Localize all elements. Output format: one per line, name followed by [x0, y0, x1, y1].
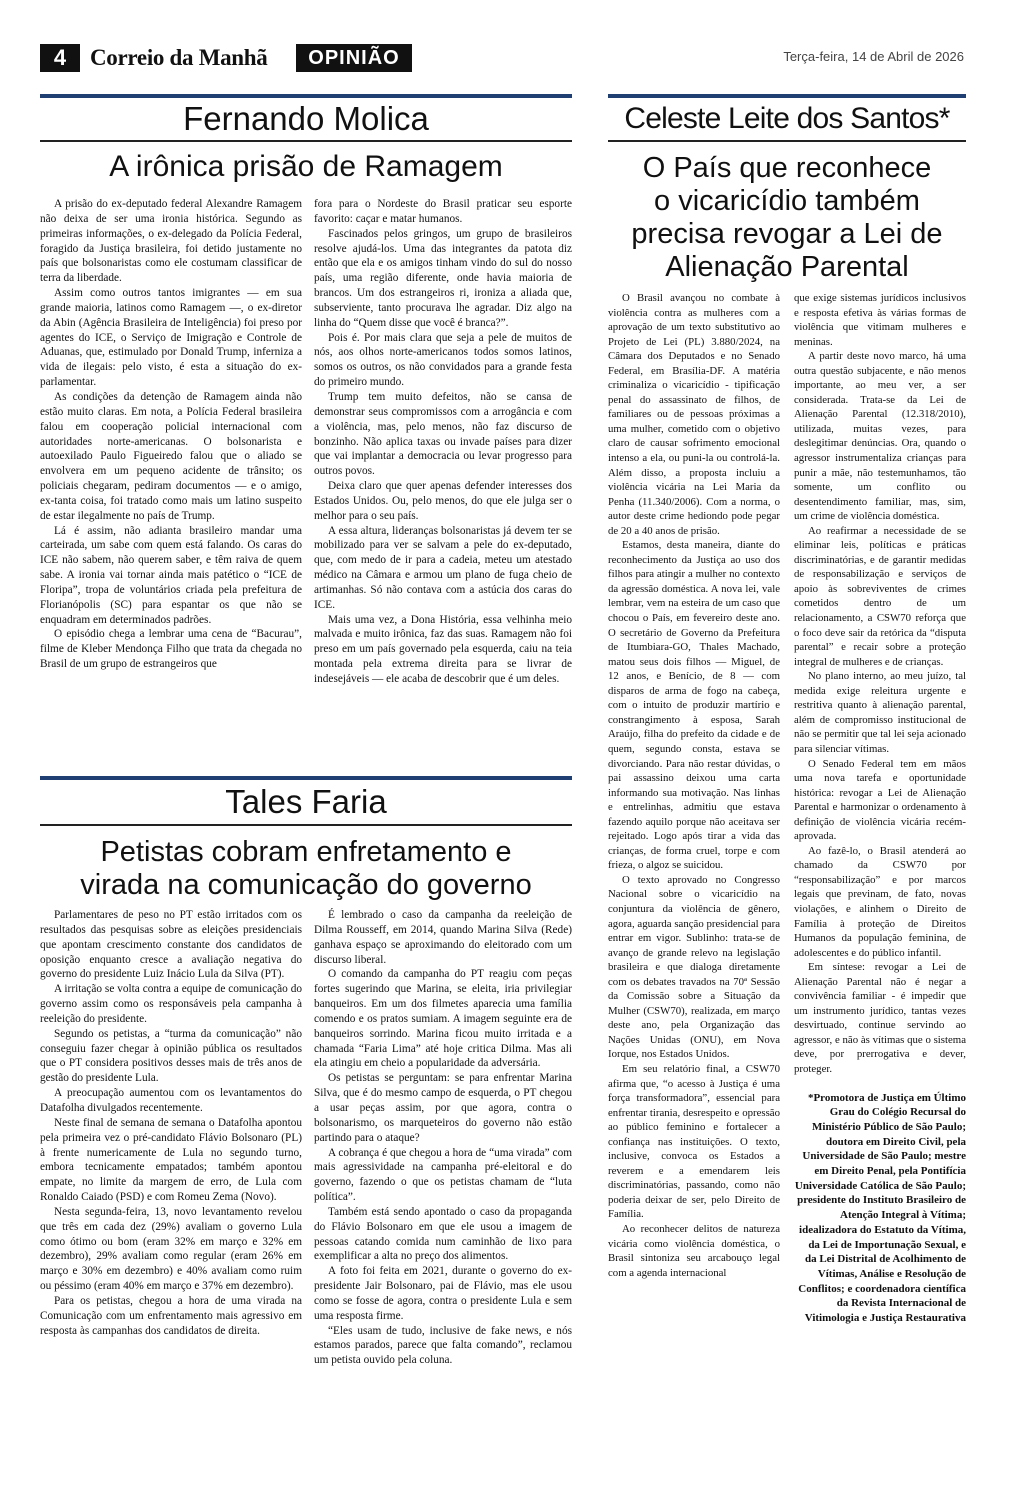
paragraph: Ao reconhecer delitos de natureza vicária como violência doméstica, o Brasil sintoniza seu arcabouço legal com a agenda internacional — [608, 1223, 780, 1279]
paragraph: As condições da detenção de Ramagem ainda não estão muito claras. Em nota, a Polícia Federal brasileira falou em cooperação policial internacional com autoridades norte-americanas. O bolsonarista e autoexilado Paulo Figueiredo falou que o aliado se envolvera em um pequeno acidente de trânsito; os policiais chegaram, pediram documentos — e o amigo, ex-tanta coisa, foi tratado como mais um latino suspeito de estar ilegalmente no país de Trump. — [40, 390, 302, 522]
article3-divider — [608, 140, 966, 142]
article1-top-rule — [40, 94, 572, 98]
paragraph: Mais uma vez, a Dona História, essa velhinha meio malvada e muito irônica, faz das suas. Ramagem não foi preso em um país governado pela esquerda, caiu na teia montada pela extrema direita para se livrar de indesejáveis — ele acaba de descobrir que é um deles. — [314, 613, 572, 685]
headline-line: Petistas cobram enfretamento e — [100, 836, 512, 868]
paragraph: Ao fazê-lo, o Brasil atenderá ao chamado da CSW70 por “responsabilização” e por marcos legais que previnam, de fato, novas violações, e alinhem o Direito de Família à proteção de Direitos Humanos da população feminina, de adolescentes e do público infantil. — [794, 844, 966, 959]
newspaper-name: Correio da Manhã — [90, 45, 268, 70]
paragraph: O Brasil avançou no combate à violência contra as mulheres com a aprovação de um texto substitutivo ao Projeto de Lei (PL) 3.880/2024, na Câmara dos Deputados e no Senado Federal, em Brasília-DF. A matéria criminaliza o vicaricídio - tipificação penal do assassinato de filhos, de familiares ou de pessoas próximas a uma mulher, cometido com o objetivo claro de causar sofrimento emocional intenso a ela, ou puni-la ou controlá-la. Além disso, a proposta incluiu a violência vicária na Lei Maria da Penha (11.340/2006). Com a norma, o autor deste crime hediondo pode pegar de 20 a 40 anos de prisão. — [608, 292, 780, 537]
paragraph: fora para o Nordeste do Brasil praticar seu esporte favorito: caçar e matar humanos. — [314, 198, 572, 225]
page-number: 4 — [40, 44, 80, 72]
paragraph: Fascinados pelos gringos, um grupo de brasileiros resolve ajudá-los. Uma das integrantes da patota diz então que ela e os amigos tinham vindo do sul do nosso país, uma região diferente, onde havia maioria de brancos. Um dos estrangeiros ri, ironiza a aliada que, subserviente, tanto procurava lhe agradar. Diz algo na linha do “Quem disse que você é branca?”. — [314, 227, 572, 329]
article3-headline — [600, 152, 974, 284]
paragraph: É lembrado o caso da campanha da reeleição de Dilma Rousseff, em 2014, quando Marina Silva (Rede) ganhava espaço se aproximando do eleitorado com um discurso liberal. — [314, 909, 572, 966]
paragraph: A cobrança é que chegou a hora de “uma virada” com mais agressividade na campanha pré-eleitoral e do governo, fazendo o que os petistas chamam de “luta política”. — [314, 1146, 572, 1204]
paragraph: Em seu relatório final, a CSW70 afirma que, “o acesso à Justiça é uma força transformadora”, essencial para enfrentar tirania, desrespeito e opressão ao público feminino e fortalecer a confiança nas instituições. O texto, inclusive, convoca os Estados a reverem e a emendarem leis discriminatórias, passando, como não poderia deixar de ser, pelo Direito de Família. — [608, 1062, 780, 1221]
article2-column-1 — [40, 908, 302, 1448]
article1-divider — [40, 140, 572, 142]
paragraph: Pois é. Por mais clara que seja a pele de muitos de nós, aos olhos norte-americanos todos somos latinos, somos os outros, os não convidados para a grande festa do primeiro mundo. — [314, 331, 572, 389]
article3-column-2 — [794, 291, 966, 1448]
headline-line: precisa revogar a Lei de — [631, 218, 943, 250]
article3-top-rule — [608, 94, 966, 98]
paragraph: A partir deste novo marco, há uma outra questão subjacente, e não menos importante, ao meu ver, a ser considerada. Trata-se da Lei de Alienação Parental (12.318/2010), utilizada, muitas vezes, para deslegitimar denúncias. Ora, quando o agressor instrumentaliza crianças para punir a mãe, não testemunhamos, tão somente, um conflito ou desentendimento familiar, mas, sim, um crime de violência doméstica. — [794, 350, 966, 523]
issue-date: Terça-feira, 14 de Abril de 2026 — [783, 49, 964, 64]
paragraph: O episódio chega a lembrar uma cena de “Bacurau”, filme de Kleber Mendonça Filho que trata da chegada no Brasil de um grupo de estrangeiros que — [40, 628, 302, 671]
paragraph: “Eles usam de tudo, inclusive de fake news, e nós estamos parados, parece que falta comando”, reclamou um petista ouvido pela coluna. — [314, 1324, 572, 1367]
paragraph: Trump tem muito defeitos, não se cansa de demonstrar seus compromissos com a arrogância e com a violência, mas, pelo menos, não faz discurso de bonzinho. Não aplica taxas ou invade países para dizer que vai implantar a democracia ou levar progresso para outros povos. — [314, 390, 572, 478]
paragraph: Neste final de semana de semana o Datafolha apontou pela primeira vez o pré-candidato Flávio Bolsonaro (PL) à frente numericamente de Lula no segundo turno, embora tecnicamente empatados; também apontou empate, no limite da margem de erro, de Lula com Ronaldo Caiado (PSD) e com Romeu Zema (Novo). — [40, 1116, 302, 1204]
paragraph: Os petistas se perguntam: se para enfrentar Marina Silva, que é do mesmo campo de esquerda, o PT chegou a usar peças assim, por que agora, contra o bolsonarismo, os marqueteiros do governo não estão partindo para o ataque? — [314, 1072, 572, 1144]
paragraph: O texto aprovado no Congresso Nacional sobre o vicaricídio na conjuntura da violência de gênero, agora, aguarda sanção presidencial para entrar em vigor. Sublinho: trata-se de avanço de grande relevo na legislação brasileira e que dialoga diretamente com os debates travados na 70ª Sessão da Comissão sobre a Situação da Mulher (CSW70), realizada, em março deste ano, pela Organização das Nações Unidas (ONU), em Nova Iorque, nos Estados Unidos. — [608, 873, 780, 1061]
paragraph: Ao reafirmar a necessidade de se eliminar leis, políticas e práticas discriminatórias, e de garantir medidas de responsabilização e serviços de apoio às sobreviventes de crimes cometidos dentro de um relacionamento, a CSW70 reforça que o foco deve sair da retórica da “disputa parental” e recair sobre a proteção integral de mulheres e de crianças. — [794, 524, 966, 668]
paragraph: Segundo os petistas, a “turma da comunicação” não conseguiu fazer chegar à opinião pública os resultados que o PT considera positivos desses mais de três anos de gestão do presidente Lula. — [40, 1027, 302, 1085]
author-bio: *Promotora de Justiça em Último Grau do Colégio Recursal do Ministério Público de São Paulo; doutora em Direito Civil, pela Universidade de São Paulo; mestre em Direito Penal, pela Pontifícia Universidade Católica de São Paulo; presidente do Instituto Brasileiro de Atenção Integral à Vítima; idealizadora do Estatuto da Vítima, da Lei de Importunação Sexual, e da Lei Distrital de Acolhimento de Vítimas, Análise e Resolução de Conflitos; e coordenadora científica da Revista Internacional de Vitimologia e Justiça Restaurativa — [794, 1091, 966, 1325]
article2-headline — [40, 836, 572, 902]
paragraph: Também está sendo apontado o caso da propaganda do Flávio Bolsonaro em que ele usou a imagem de pessoas catando comida num caminhão de lixo para exemplificar a alta no preço dos alimentos. — [314, 1205, 572, 1263]
paragraph: A prisão do ex-deputado federal Alexandre Ramagem não deixa de ser uma ironia histórica. Segundo as primeiras informações, o ex-delegado da Polícia Federal, foragido da Justiça brasileira, foi detido justamente no país que bolsonaristas como ele costumam classificar de terra da liberdade. — [40, 198, 302, 285]
paragraph: O comando da campanha do PT reagiu com peças fortes sugerindo que Marina, se eleita, iria privilegiar banqueiros. Em um dos filmetes aparecia uma família comendo e os pratos sumiam. A imagem seguinte era de banqueiros sorrindo. Marina ficou muito irritada e a chamada “Faria Lima” até hoje critica Dilma. Mas ali ela atingiu em cheio a popularidade da adversária. — [314, 968, 572, 1070]
paragraph: A foto foi feita em 2021, durante o governo do ex-presidente Jair Bolsonaro, pai de Flávio, mas ele usou como se fosse de agora, contra o presidente Lula e sem uma resposta firme. — [314, 1265, 572, 1322]
paragraph: No plano interno, ao meu juízo, tal medida exige releitura urgente e restritiva quanto à alienação parental, além de compromisso institucional de não se permitir que tal lei seja acionado para silenciar vítimas. — [794, 670, 966, 755]
article3-author: Celeste Leite dos Santos* — [624, 102, 950, 135]
headline-line: o vicaricídio também — [654, 185, 920, 217]
article2-divider — [40, 824, 572, 826]
paragraph: Em síntese: revogar a Lei de Alienação Parental não é negar a convivência familiar - é impedir que um instrumento jurídico, tantas vezes desvirtuado, continue servindo ao agressor, e não às vítimas que o sistema deve, por prerrogativa e dever, proteger. — [794, 961, 966, 1075]
section-label: OPINIÃO — [296, 44, 412, 72]
paragraph: que exige sistemas jurídicos inclusivos e resposta efetiva às várias formas de violência que vitimam mulheres e meninas. — [794, 292, 966, 348]
article1-author: Fernando Molica — [183, 100, 429, 137]
paragraph: Para os petistas, chegou a hora de uma virada na Comunicação com um enfrentamento mais agressivo em resposta às campanhas dos candidatos de direita. — [40, 1294, 302, 1337]
headline-line: Alienação Parental — [665, 251, 909, 283]
headline-line: O País que reconhece — [642, 152, 932, 184]
article1-column-1 — [40, 197, 302, 752]
paragraph: O Senado Federal tem em mãos uma nova tarefa e oportunidade histórica: revogar a Lei de Alienação Parental e harmonizar o ordenamento à definição de violência vicária recém-aprovada. — [794, 757, 966, 843]
headline-line: virada na comunicação do governo — [80, 869, 532, 901]
article3-column-1 — [608, 291, 780, 1448]
paragraph: Assim como outros tantos imigrantes — em sua grande maioria, latinos como Ramagem —, o ex-diretor da Abin (Agência Brasileira de Inteligência) foi preso por agentes do ICE, o Serviço de Imigração e Controle de Aduanas, que, estimulado por Donald Trump, inferniza a vida de ilegais: pelo visto, é esta a situação do ex-parlamentar. — [40, 287, 302, 389]
paragraph: Estamos, desta maneira, diante do reconhecimento da Justiça ao uso dos filhos para atingir a mulher no contexto da agressão doméstica. A nova lei, vale lembrar, vem na esteira de um caso que chocou o País, em fevereiro deste ano. O secretário de Governo da Prefeitura de Itumbiara-GO, Thales Machado, matou seus dois filhos — Miguel, de 12 anos, e Benício, de 8 — com disparos de arma de fogo na cabeça, com o intuito de produzir martírio e constrangimento à esposa, Sarah Araújo, filha do prefeito da cidade e de quem, segundo consta, estava se divorciando. Para não restar dúvidas, o pai assassino deixou uma carta informando sua motivação. Nas linhas e entrelinhas, admitiu que estava fazendo aquilo porque não aceitava ser rejeitado. Logo após tirar a vida das crianças, de forma cruel, torpe e com frieza, o algoz se suicidou. — [608, 539, 780, 872]
paragraph: Parlamentares de peso no PT estão irritados com os resultados das pesquisas sobre as eleições presidenciais que apontam crescimento constante dos candidatos de oposição enquanto cresce a avaliação negativa do governo do presidente Luiz Inácio Lula da Silva (PT). — [40, 909, 302, 981]
paragraph: A essa altura, lideranças bolsonaristas já devem ter se mobilizado para ver se salvam a pele do ex-deputado, que, com medo de ir para a cadeia, meteu um atestado médico na Câmara e armou um plano de fuga cheio de artimanhas. Só não contava com a astúcia dos caras do ICE. — [314, 524, 572, 611]
paragraph: Lá é assim, não adianta brasileiro mandar uma carteirada, um sabe com quem está falando. Os caras do ICE não sabem, não querem saber, e têm raiva de quem sabe. A ironia vai tornar ainda mais patético o “ICE de Floripa”, tropa de voluntários criada pela prefeitura de Florianópolis (SC) para espantar os que não se enquadram em determinados padrões. — [40, 524, 302, 626]
paragraph: Nesta segunda-feira, 13, novo levantamento revelou que três em cada dez (29%) avaliam o governo Lula como ótimo ou bom (eram 32% em março e 32% em dezembro), 29% avaliam como regular (eram 26% em março e 30% em dezembro) e 40% avaliam como ruim ou péssimo (eram 40% em março e 37% em dezembro). — [40, 1205, 302, 1293]
paragraph: A preocupação aumentou com os levantamentos do Datafolha divulgados recentemente. — [40, 1087, 302, 1114]
article1-column-2 — [314, 197, 572, 752]
article2-author: Tales Faria — [225, 783, 387, 820]
paragraph: Deixa claro que quer apenas defender interesses dos Estados Unidos. Ou, pelo menos, do que ele julga ser o melhor para o seu país. — [314, 480, 572, 522]
article2-column-2 — [314, 908, 572, 1448]
paragraph: A irritação se volta contra a equipe de comunicação do governo assim como os responsáveis pela campanha à reeleição do presidente. — [40, 983, 302, 1025]
article2-top-rule — [40, 776, 572, 780]
article1-headline: A irônica prisão de Ramagem — [109, 150, 503, 183]
